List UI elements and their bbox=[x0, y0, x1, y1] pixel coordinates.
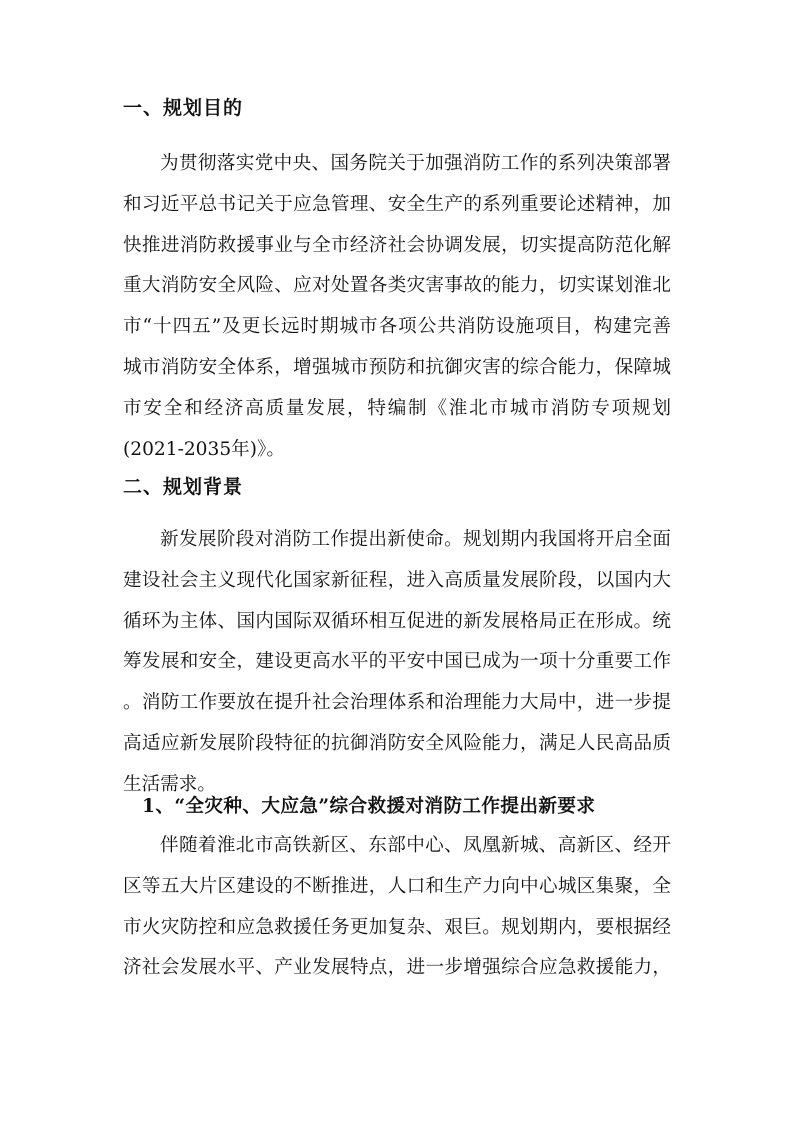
paragraph-line: 循环为主体、国内国际双循环相互促进的新发展格局正在形成。统 bbox=[123, 610, 671, 632]
paragraph-line: 伴随着淮北市高铁新区、东部中心、凤凰新城、高新区、经开 bbox=[160, 835, 671, 856]
paragraph-line: 和习近平总书记关于应急管理、安全生产的系列重要论述精神，加 bbox=[123, 193, 671, 215]
paragraph-line: 建设社会主义现代化国家新征程，进入高质量发展阶段，以国内大 bbox=[123, 569, 671, 591]
paragraph-line: 济社会发展水平、产业发展特点，进一步增强综合应急救援能力， bbox=[123, 957, 671, 979]
paragraph-line: 新发展阶段对消防工作提出新使命。规划期内我国将开启全面 bbox=[160, 529, 671, 550]
paragraph-line: 快推进消防救援事业与全市经济社会协调发展，切实提高防范化解 bbox=[123, 234, 671, 256]
section-1-heading: 一、规划目的 bbox=[123, 97, 244, 119]
paragraph-line: 生活需求。 bbox=[123, 773, 216, 795]
paragraph-line: (2021-2035年)》。 bbox=[123, 438, 285, 460]
paragraph-line: 市安全和经济高质量发展，特编制《淮北市城市消防专项规划 bbox=[123, 397, 671, 419]
paragraph-line: 高适应新发展阶段特征的抗御消防安全风险能力，满足人民高品质 bbox=[123, 732, 671, 754]
paragraph-line: 市火灾防控和应急救援任务更加复杂、艰巨。规划期内，要根据经 bbox=[123, 916, 671, 938]
subsection-1-heading: 1、“全灾种、大应急”综合救援对消防工作提出新要求 bbox=[142, 796, 596, 817]
paragraph-line: 重大消防安全风险、应对处置各类灾害事故的能力，切实谋划淮北 bbox=[123, 275, 671, 297]
paragraph-line: 为贯彻落实党中央、国务院关于加强消防工作的系列决策部署 bbox=[160, 153, 671, 174]
subsection-1-body bbox=[123, 826, 671, 989]
paragraph-line: 市“十四五”及更长远时期城市各项公共消防设施项目，构建完善 bbox=[123, 316, 671, 338]
paragraph-line: 。消防工作要放在提升社会治理体系和治理能力大局中，进一步提 bbox=[123, 692, 671, 714]
section-2-body bbox=[123, 520, 671, 806]
paragraph-line: 区等五大片区建设的不断推进，人口和生产力向中心城区集聚，全 bbox=[123, 875, 671, 897]
section-1-body bbox=[123, 144, 671, 470]
section-2-heading: 二、规划背景 bbox=[123, 476, 244, 498]
paragraph-line: 城市消防安全体系，增强城市预防和抗御灾害的综合能力，保障城 bbox=[123, 356, 671, 378]
paragraph-line: 筹发展和安全，建设更高水平的平安中国已成为一项十分重要工作 bbox=[123, 651, 671, 673]
